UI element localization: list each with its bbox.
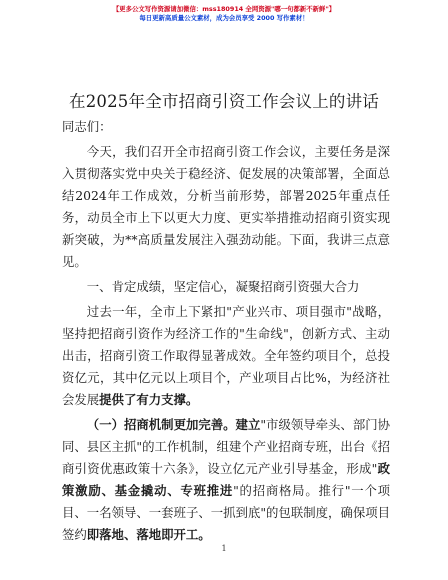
greeting: 同志们： — [62, 119, 112, 134]
paragraph-intro: 今天，我们召开全市招商引资工作会议，主要任务是深入贯彻落实党中央关于稳经济、促发展的决策部署，全面总结2024年工作成效，分析当前形势，部署2025年重点任务，动员全市上下以更大力度、更实举措推动招商引资实现新突破，为**高质量发展注入强劲动能。下面，我讲三点意见。 — [62, 144, 390, 269]
paragraph-achievements-bold: 提供了有力支撑。 — [99, 392, 199, 407]
mechanism-text-1: "市级领导牵头、部门协同、县区主抓"的工作机制，组建个产业招商专班，出台《招商引资优惠政策十六条》，设立亿元产业引导基金，形成" — [62, 417, 391, 476]
subheading-mechanism: （一）招商机制更加完善。 — [86, 417, 236, 432]
document-title: 在2025年全市招商引资工作会议上的讲话 — [69, 92, 379, 111]
document-body — [62, 116, 390, 549]
mechanism-bold-pattern: 政策激励、基金撬动、专班推进 — [62, 461, 391, 498]
promo-banner-line-2: 每日更新高质量公文素材，成为会员享受 2000 写作素材！ — [139, 14, 309, 22]
paragraph-mechanism — [62, 414, 390, 546]
section-heading-1: 一、肯定成绩，坚定信心，凝聚招商引资强大合力 — [86, 279, 360, 294]
promo-banner-line-1: 【更多公文写作资源请加微信：mss180914 全网资源"哪一句都新不新鲜"】 — [112, 5, 336, 13]
promo-banner — [0, 5, 448, 23]
paragraph-achievements-text: 过去一年，全市上下紧扣"产业兴市、项目强市"战略，坚持把招商引资作为经济工作的"生命线"，创新方式、主动出击，招商引资工作取得显著成效。全年签约项目个，总投资亿元，其中亿元以上项目个，产业项目占比%，为经济社会发展 — [62, 304, 390, 407]
paragraph-achievements — [62, 301, 390, 411]
page-number: 1 — [221, 544, 227, 553]
mechanism-bold-end: 即落地、落地即开工。 — [86, 527, 211, 542]
mechanism-text-2: "的招商格局。推行"一个项目、一名领导、一套班子、一抓到底"的包联制度，确保项目签约 — [62, 483, 390, 542]
mechanism-bold-lead: 建立 — [235, 417, 261, 432]
